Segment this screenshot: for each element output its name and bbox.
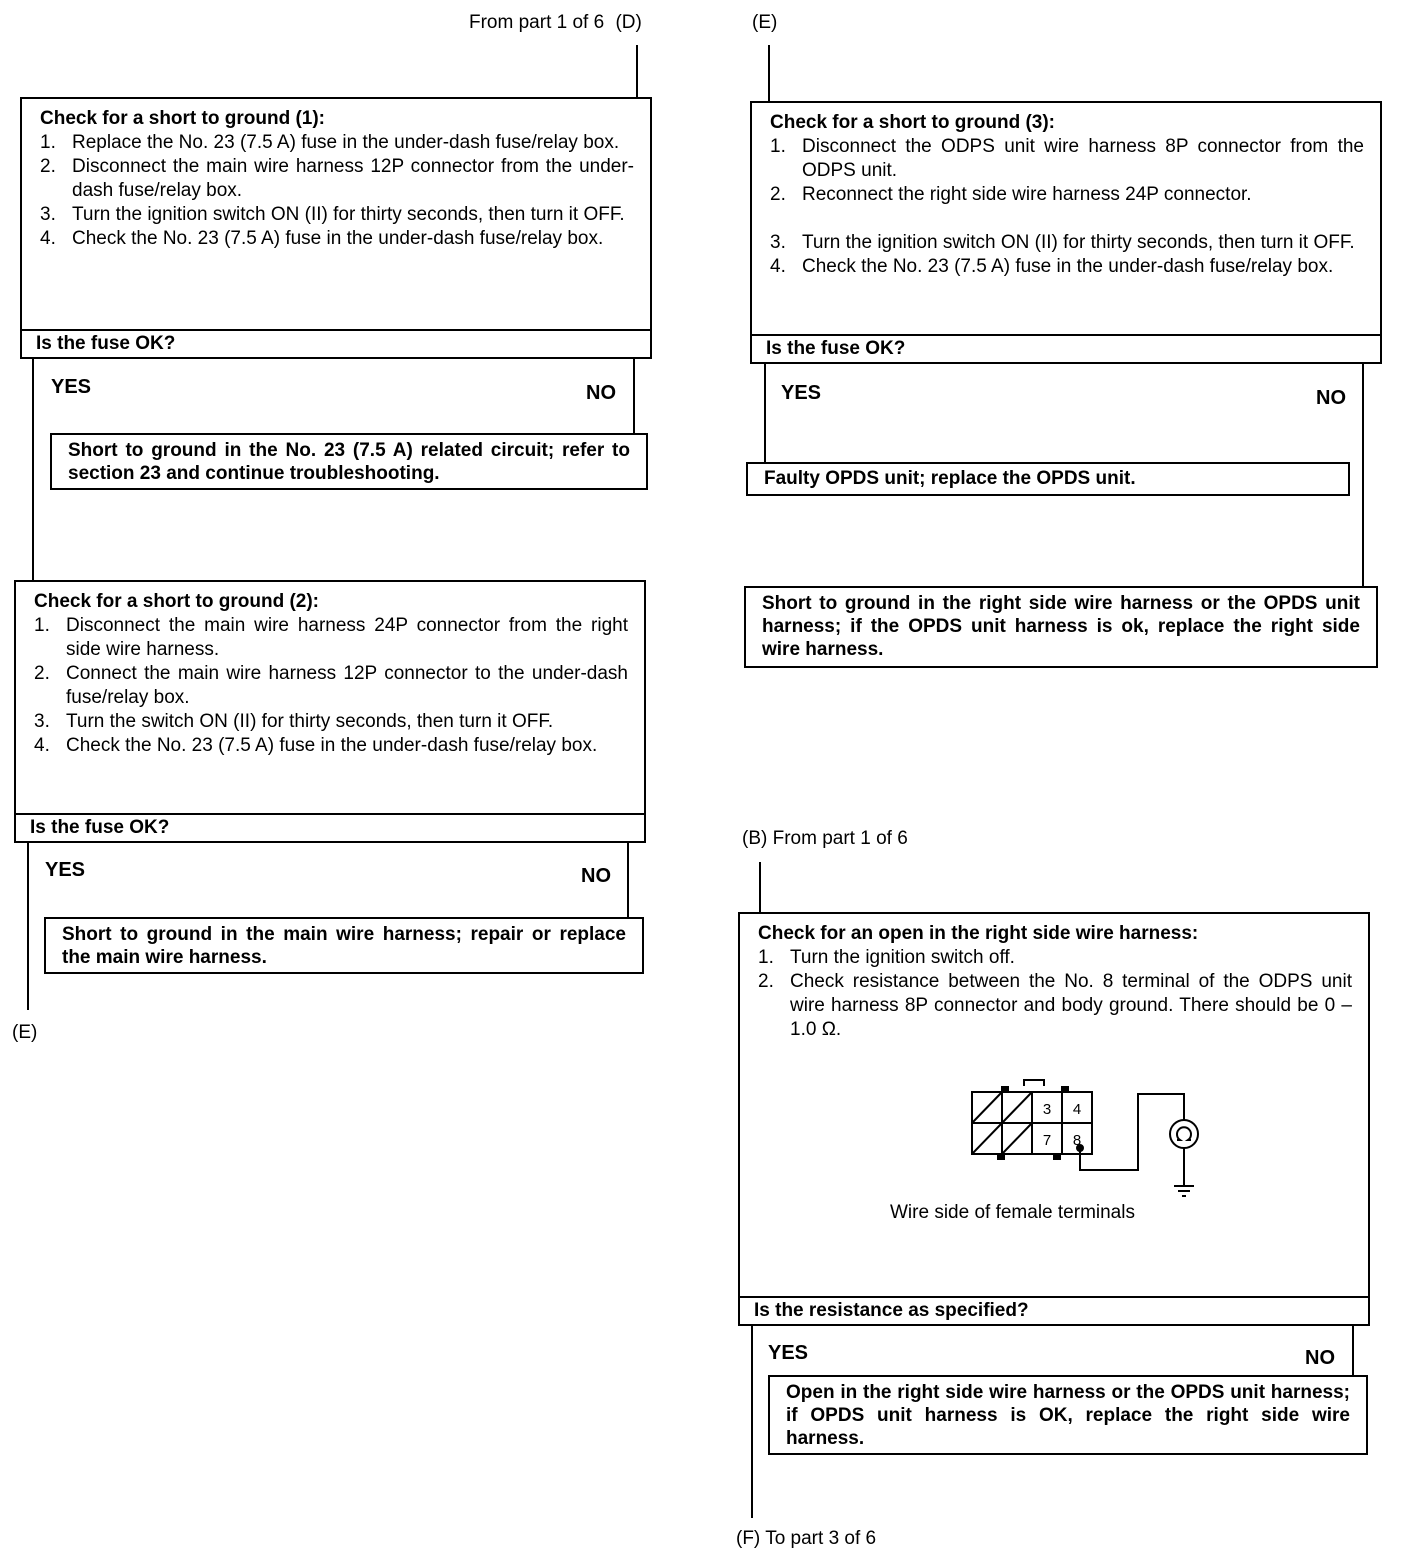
check4-question: Is the resistance as specified? — [740, 1296, 1368, 1324]
step-text: Check resistance between the No. 8 terminal of the ODPS unit wire harness 8P connector and body ground. There should be 0 – 1.0 Ω. — [790, 971, 1352, 1040]
connector-tag-f: (F) — [736, 1528, 761, 1549]
step-item — [770, 231, 1364, 255]
to-part-f-label — [736, 1528, 876, 1550]
step-item — [40, 203, 634, 227]
check4-yes-label: YES — [768, 1342, 809, 1364]
check3-result-yes: Faulty OPDS unit; replace the OPDS unit. — [746, 462, 1350, 496]
step-text: Replace the No. 23 (7.5 A) fuse in the under-dash fuse/relay box. — [72, 132, 620, 153]
step-item — [770, 135, 1364, 183]
step-number: 4. — [34, 735, 50, 756]
check4-steps — [758, 946, 1352, 1042]
step-number: 1. — [770, 136, 786, 157]
check3-title: Check for a short to ground (3): — [770, 112, 1055, 133]
step-number: 4. — [40, 228, 56, 249]
check-short-ground-1 — [20, 97, 652, 359]
check-short-ground-2 — [14, 580, 646, 843]
check1-question: Is the fuse OK? — [22, 329, 650, 357]
step-text: Disconnect the main wire harness 12P connector from the under-dash fuse/relay box. — [72, 156, 634, 201]
step-text: Turn the ignition switch ON (II) for thirty seconds, then turn it OFF. — [802, 232, 1355, 253]
step-text: Disconnect the main wire harness 24P connector from the right side wire harness. — [66, 615, 628, 660]
pin-label: 8 — [1072, 1132, 1082, 1149]
step-item — [34, 710, 628, 734]
check3-steps — [770, 135, 1364, 279]
check3-no-label: NO — [1316, 387, 1346, 409]
pin-label: 4 — [1072, 1101, 1082, 1118]
step-number: 1. — [758, 947, 774, 968]
check2-result: Short to ground in the main wire harness; repair or replace the main wire harness. — [44, 917, 644, 974]
step-text: Disconnect the ODPS unit wire harness 8P connector from the ODPS unit. — [802, 136, 1364, 181]
check2-question: Is the fuse OK? — [16, 813, 644, 841]
check2-yes-label: YES — [45, 859, 86, 881]
step-text: Check the No. 23 (7.5 A) fuse in the under-dash fuse/relay box. — [72, 228, 604, 249]
connector-tag-b: (B) — [742, 828, 768, 849]
from-part-label — [469, 12, 642, 34]
check4-no-label: NO — [1305, 1347, 1335, 1369]
to-part-f-text: To part 3 of 6 — [765, 1528, 877, 1549]
step-number: 2. — [770, 184, 786, 205]
from-part-b-text: From part 1 of 6 — [772, 828, 908, 849]
pin-label: 3 — [1042, 1101, 1052, 1118]
check-open-right-side — [738, 912, 1370, 1326]
step-text: Check the No. 23 (7.5 A) fuse in the under-dash fuse/relay box. — [802, 256, 1334, 277]
check3-question: Is the fuse OK? — [752, 334, 1380, 362]
ohmmeter-symbol — [1170, 1120, 1198, 1148]
check-short-ground-3 — [750, 101, 1382, 364]
step-text: Connect the main wire harness 12P connector to the under-dash fuse/relay box. — [66, 663, 628, 708]
check1-steps — [40, 131, 634, 251]
step-item — [34, 614, 628, 662]
step-item — [40, 155, 634, 203]
step-text: Turn the ignition switch ON (II) for thirty seconds, then turn it OFF. — [72, 204, 625, 225]
check2-no-label: NO — [581, 865, 611, 887]
check4-title: Check for an open in the right side wire harness: — [758, 923, 1199, 944]
connector-tag-e-out: (E) — [12, 1022, 38, 1043]
from-part-text: From part 1 of 6 — [469, 12, 605, 33]
step-number: 3. — [770, 232, 786, 253]
step-text: Turn the ignition switch off. — [790, 947, 1015, 968]
connector-caption: Wire side of female terminals — [890, 1202, 1135, 1223]
check3-result-no: Short to ground in the right side wire harness or the OPDS unit harness; if the OPDS unit harness is ok, replace the right side wire harness. — [744, 586, 1378, 668]
step-item — [770, 183, 1364, 207]
check1-result: Short to ground in the No. 23 (7.5 A) related circuit; refer to section 23 and continue troubleshooting. — [50, 433, 648, 490]
step-number: 2. — [34, 663, 50, 684]
connector-diagram — [966, 1074, 1206, 1214]
step-number: 3. — [40, 204, 56, 225]
step-item — [34, 662, 628, 710]
connector-tag-d: (D) — [615, 12, 642, 33]
step-item — [758, 970, 1352, 1042]
step-number: 1. — [40, 132, 56, 153]
step-number: 1. — [34, 615, 50, 636]
step-item — [770, 255, 1364, 279]
step-item — [40, 227, 634, 251]
check2-title: Check for a short to ground (2): — [34, 591, 319, 612]
step-number: 4. — [770, 256, 786, 277]
step-number: 2. — [40, 156, 56, 177]
step-text: Reconnect the right side wire harness 24P connector. — [802, 184, 1252, 205]
step-text: Check the No. 23 (7.5 A) fuse in the under-dash fuse/relay box. — [66, 735, 598, 756]
probe-wire — [1080, 1094, 1184, 1170]
step-text: Turn the switch ON (II) for thirty seconds, then turn it OFF. — [66, 711, 554, 732]
step-number: 2. — [758, 971, 774, 992]
connector-tag-e-in: (E) — [752, 12, 778, 33]
check1-yes-label: YES — [51, 376, 92, 398]
check1-no-label: NO — [586, 382, 616, 404]
step-item — [34, 734, 628, 758]
check1-title: Check for a short to ground (1): — [40, 108, 325, 129]
check3-yes-label: YES — [781, 382, 822, 404]
step-item — [40, 131, 634, 155]
step-item — [758, 946, 1352, 970]
step-number: 3. — [34, 711, 50, 732]
check2-steps — [34, 614, 628, 758]
connector-latch — [1024, 1080, 1044, 1086]
pin-label: 7 — [1042, 1132, 1052, 1149]
check4-result: Open in the right side wire harness or the OPDS unit harness; if OPDS unit harness is OK, replace the right side wire harness. — [768, 1375, 1368, 1455]
from-part-b-label — [742, 828, 908, 850]
